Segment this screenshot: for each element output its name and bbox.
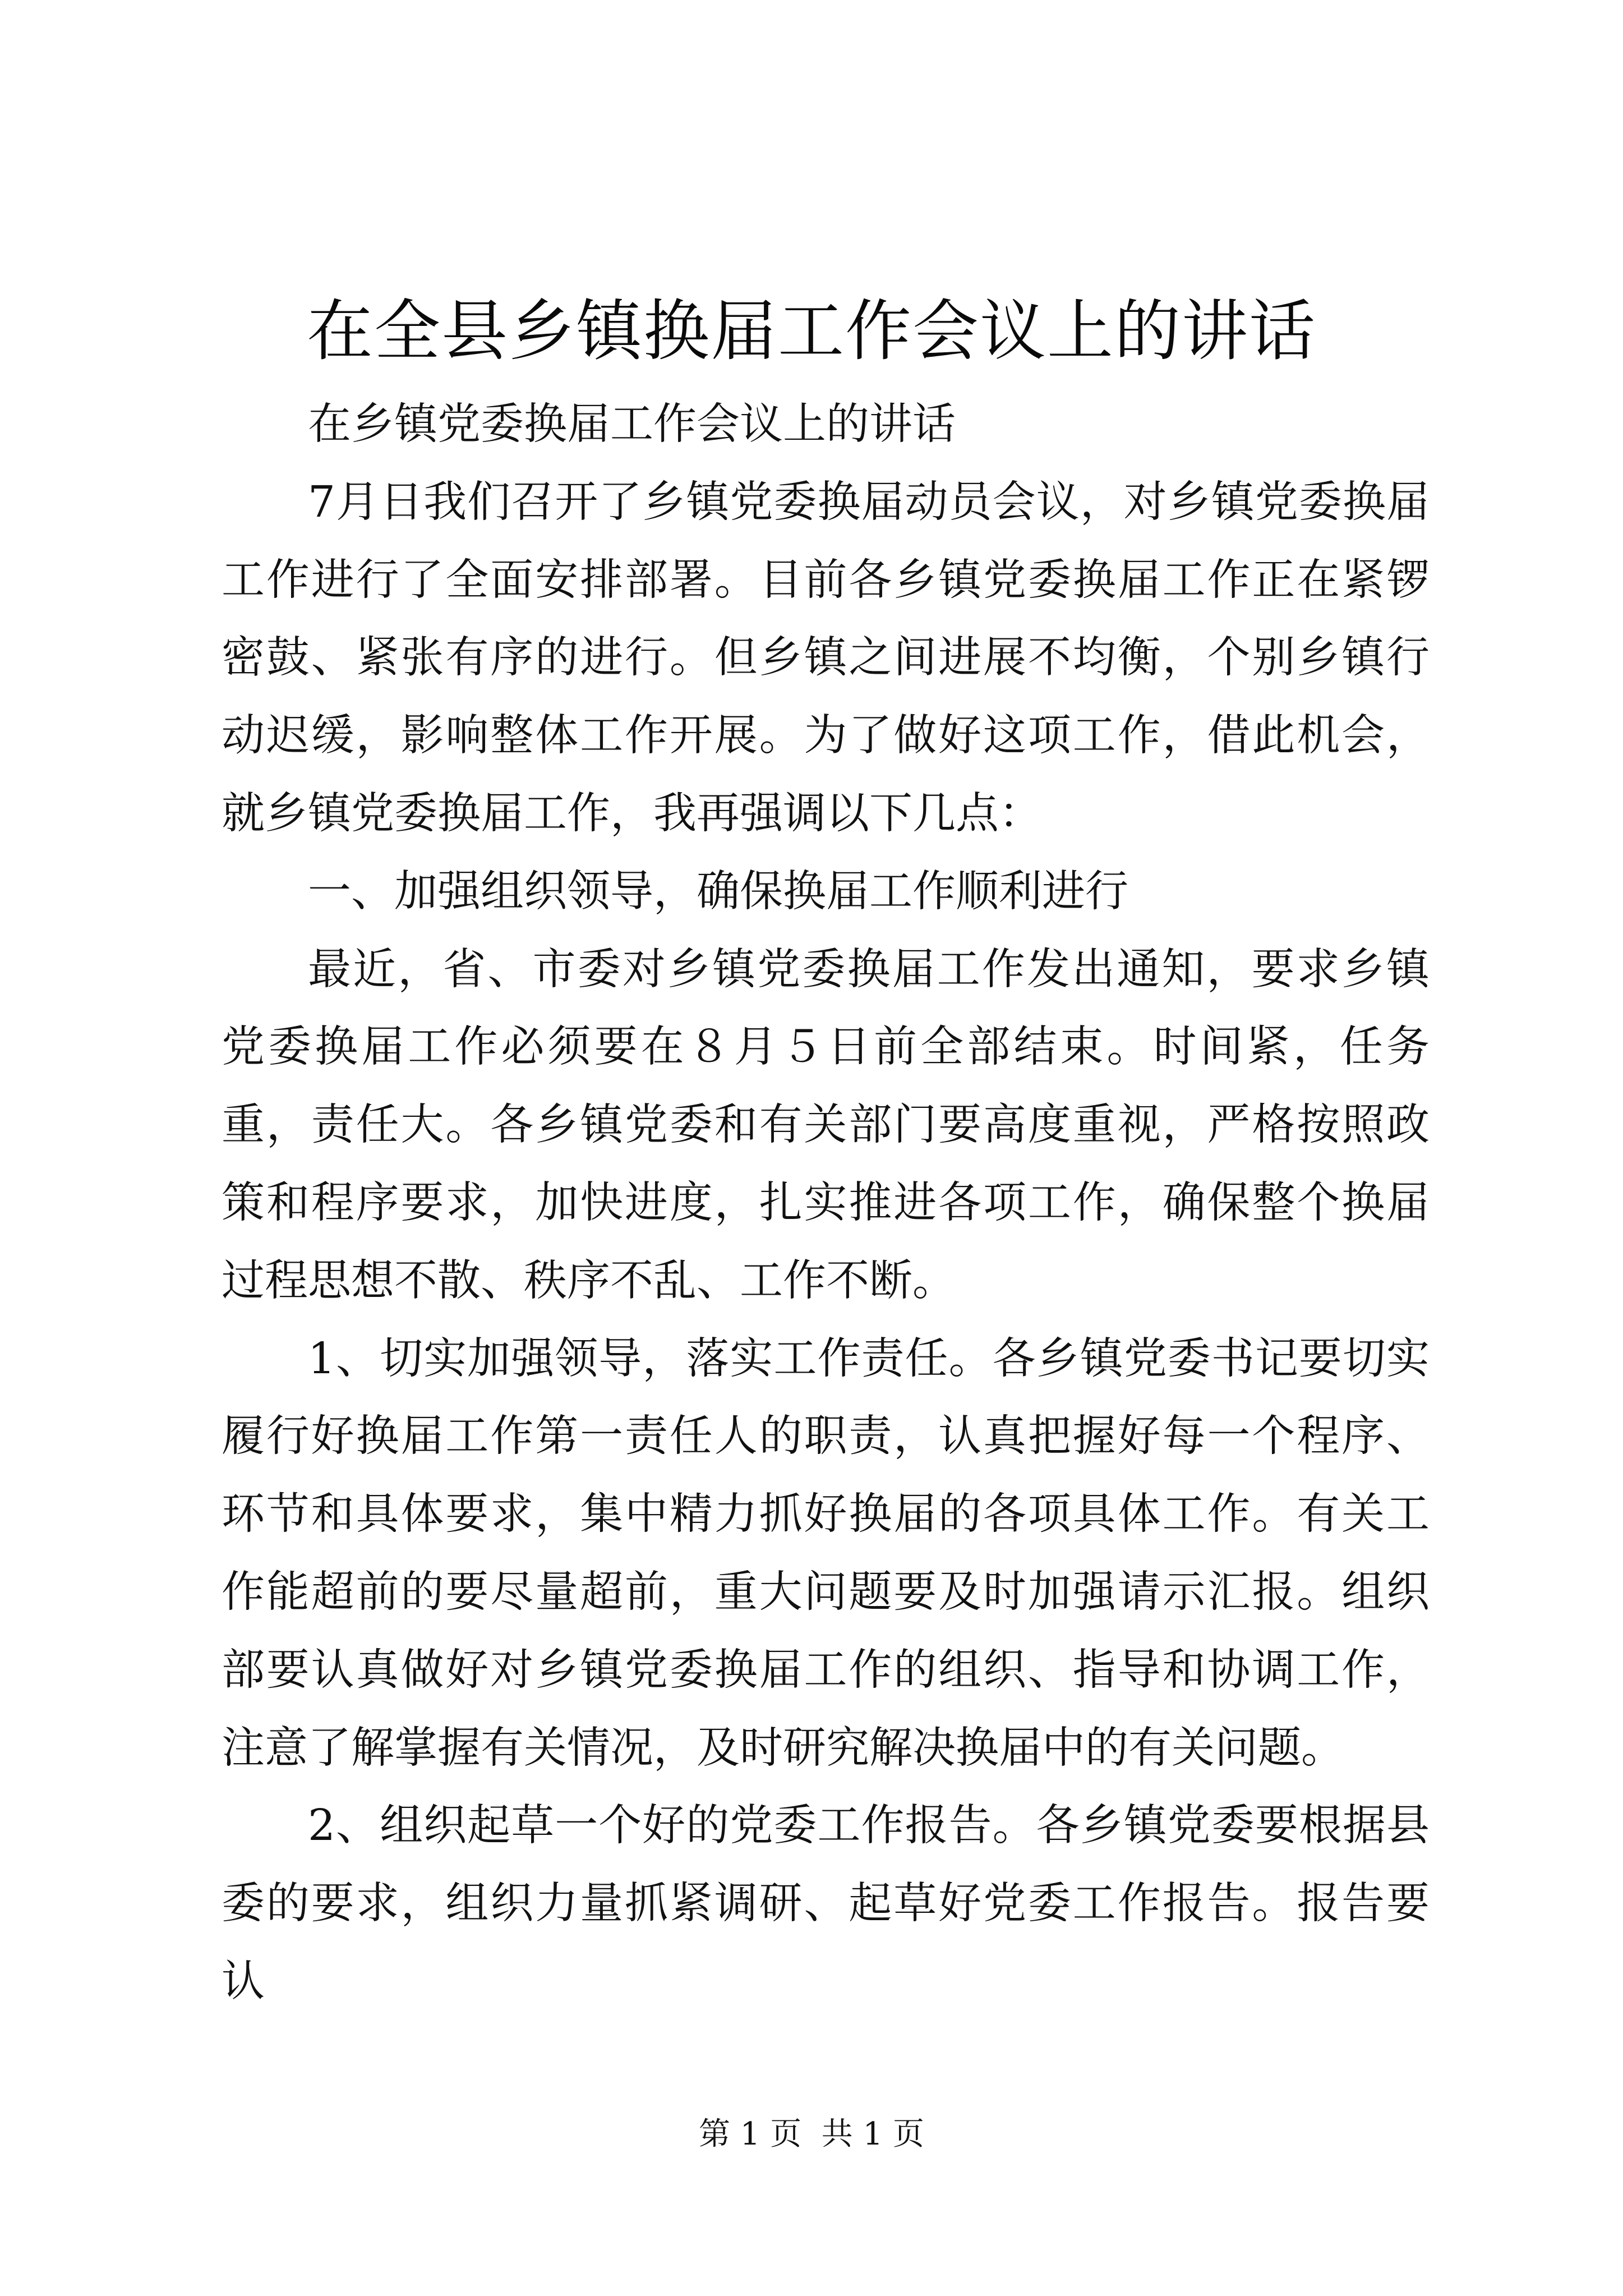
- page-number-label: 第 1 页 共 1 页: [698, 2116, 925, 2152]
- document-body: [222, 386, 1430, 2021]
- paragraph-item-2: 2、组织起草一个好的党委工作报告。各乡镇党委要根据县委的要求，组织力量抓紧调研、起草好党委工作报告。报告要认: [222, 1801, 1430, 2007]
- paragraph-subtitle: 在乡镇党委换届工作会议上的讲话: [308, 399, 956, 449]
- paragraph-intro: 7月日我们召开了乡镇党委换届动员会议，对乡镇党委换届工作进行了全面安排部署。目前各乡镇党委换届工作正在紧锣密鼓、紧张有序的进行。但乡镇之间进展不均衡，个别乡镇行动迟缓，影响整体工作开展。为了做好这项工作，借此机会，就乡镇党委换届工作，我再强调以下几点：: [222, 477, 1430, 839]
- paragraph-notice: 最近，省、市委对乡镇党委换届工作发出通知，要求乡镇党委换届工作必须要在８月５日前全部结束。时间紧，任务重，责任大。各乡镇党委和有关部门要高度重视，严格按照政策和程序要求，加快进度，扎实推进各项工作，确保整个换届过程思想不散、秩序不乱、工作不断。: [222, 944, 1430, 1306]
- page-footer: [0, 2115, 1623, 2154]
- document-title: 在全县乡镇换届工作会议上的讲话: [306, 292, 1316, 370]
- paragraph-heading-one: 一、加强组织领导，确保换届工作顺利进行: [308, 866, 1128, 917]
- paragraph-item-1: 1、切实加强领导，落实工作责任。各乡镇党委书记要切实履行好换届工作第一责任人的职责，认真把握好每一个程序、环节和具体要求，集中精力抓好换届的各项具体工作。有关工作能超前的要尽量超前，重大问题要及时加强请示汇报。组织部要认真做好对乡镇党委换届工作的组织、指导和协调工作，注意了解掌握有关情况，及时研究解决换届中的有关问题。: [222, 1333, 1430, 1773]
